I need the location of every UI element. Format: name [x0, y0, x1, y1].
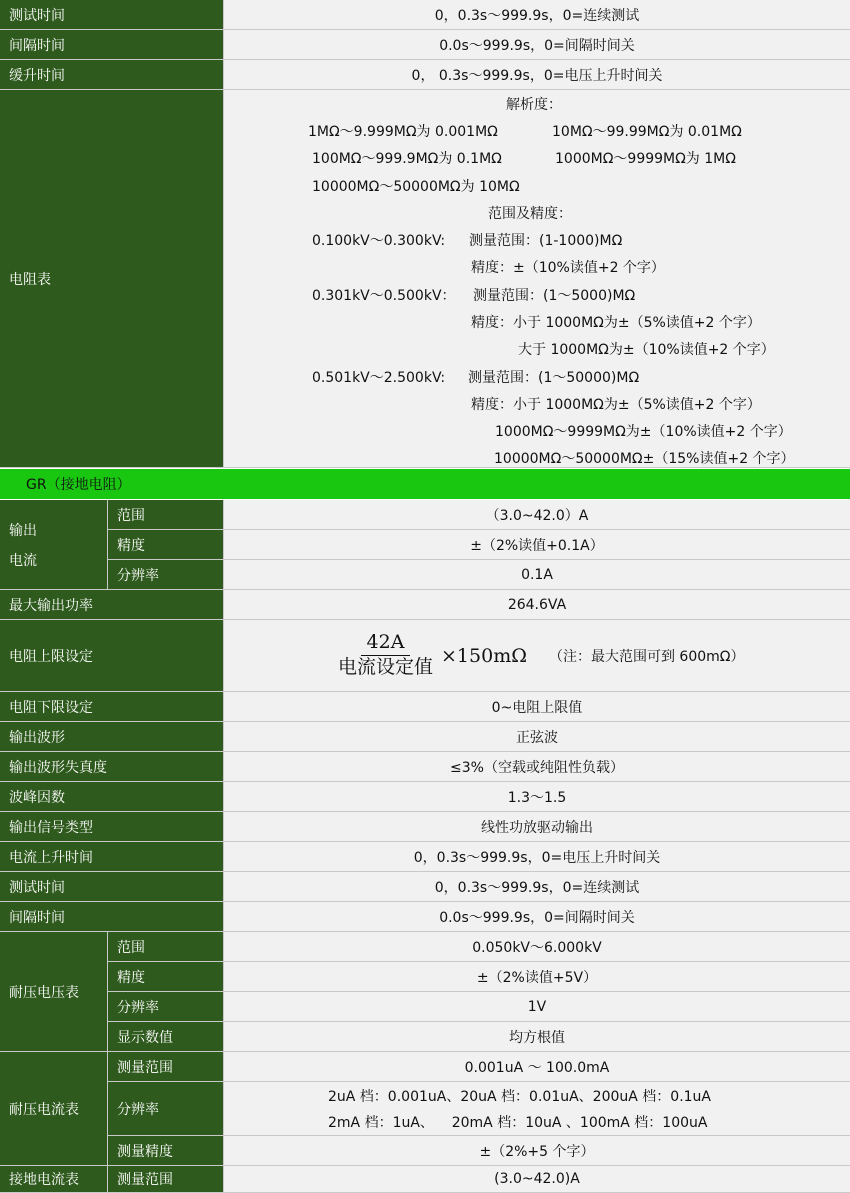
sub-label-measure-range: 测量范围	[108, 1052, 224, 1082]
accuracy-line: 1000MΩ～9999MΩ为±（10%读值+2 个字）	[495, 424, 792, 440]
sub-label-display: 显示数值	[108, 1022, 224, 1052]
row-label-waveform: 输出波形	[0, 722, 224, 752]
accuracy-line: 10000MΩ～50000MΩ±（15%读值+2 个字）	[494, 451, 795, 467]
row-value-max-power: 264.6VA	[224, 590, 850, 620]
output-current-label-line: 电流	[9, 552, 37, 569]
resolution-line: 1000MΩ～9999MΩ为 1MΩ	[555, 151, 736, 167]
row-label-interval-time: 间隔时间	[0, 30, 224, 60]
sub-label-accuracy: 精度	[108, 962, 224, 992]
row-label-lower-limit: 电阻下限设定	[0, 692, 224, 722]
formula-multiplier: ×150mΩ	[441, 644, 527, 667]
row-label-signal-type: 输出信号类型	[0, 812, 224, 842]
resistance-meter-spec	[224, 90, 850, 468]
row-value-current-range: （3.0~42.0）A	[224, 500, 850, 530]
sub-label-range: 范围	[108, 932, 224, 962]
row-value-hv-current-resolution	[224, 1082, 850, 1136]
resolution-line: 10MΩ～99.99MΩ为 0.01MΩ	[552, 124, 742, 140]
row-value-current-accuracy: ±（2%读值+0.1A）	[224, 530, 850, 560]
sub-label-resolution: 分辨率	[108, 560, 224, 590]
row-value-hv-resolution: 1V	[224, 992, 850, 1022]
accuracy-line: 大于 1000MΩ为±（10%读值+2 个字）	[518, 342, 775, 358]
voltage-band: 0.100kV～0.300kV:	[312, 233, 446, 249]
row-label-current-rise: 电流上升时间	[0, 842, 224, 872]
row-value-gr-test-time: 0，0.3s～999.9s，0=连续测试	[224, 872, 850, 902]
row-value-signal-type: 线性功放驱动输出	[224, 812, 850, 842]
row-value-gr-interval-time: 0.0s～999.9s，0=间隔时间关	[224, 902, 850, 932]
row-label-ground-ammeter: 接地电流表	[0, 1166, 108, 1193]
voltage-band: 0.501kV～2.500kV:	[312, 370, 446, 386]
accuracy-line: 精度：±（10%读值+2 个字）	[471, 260, 665, 276]
formula-note: （注：最大范围可到 600mΩ）	[548, 648, 745, 665]
resolution-line: 10000MΩ～50000MΩ为 10MΩ	[312, 179, 520, 195]
row-label-ramp-time: 缓升时间	[0, 60, 224, 90]
row-value-current-rise: 0，0.3s～999.9s，0=电压上升时间关	[224, 842, 850, 872]
voltage-band: 0.301kV～0.500kV：	[312, 288, 456, 304]
resolution-line: 2uA 档：0.001uA、20uA 档：0.01uA、200uA 档：0.1uA	[328, 1088, 712, 1105]
sub-label-measure-range: 测量范围	[108, 1166, 224, 1193]
row-label-hv-voltmeter: 耐压电压表	[0, 932, 108, 1052]
row-label-output-current	[0, 500, 108, 590]
row-value-interval-time: 0.0s～999.9s，0=间隔时间关	[224, 30, 850, 60]
row-value-hv-current-accuracy: ±（2%+5 个字）	[224, 1136, 850, 1166]
row-value-ground-range: (3.0~42.0)A	[224, 1166, 850, 1193]
row-label-max-power: 最大输出功率	[0, 590, 224, 620]
resolution-heading: 解析度：	[506, 97, 562, 113]
measure-range: 测量范围：(1～5000)MΩ	[473, 288, 636, 304]
accuracy-line: 精度：小于 1000MΩ为±（5%读值+2 个字）	[471, 397, 761, 413]
row-value-ramp-time: 0， 0.3s～999.9s，0=电压上升时间关	[224, 60, 850, 90]
sub-label-range: 范围	[108, 500, 224, 530]
measure-range: 测量范围：(1-1000)MΩ	[469, 233, 623, 249]
row-value-waveform: 正弦波	[224, 722, 850, 752]
output-current-label-line: 输出	[9, 522, 37, 539]
row-value-hv-display: 均方根值	[224, 1022, 850, 1052]
formula-numerator: 42A	[361, 633, 411, 656]
sub-label-resolution: 分辨率	[108, 992, 224, 1022]
row-label-gr-test-time: 测试时间	[0, 872, 224, 902]
row-label-upper-limit: 电阻上限设定	[0, 620, 224, 692]
row-label-test-time: 测试时间	[0, 0, 224, 30]
row-label-hv-ammeter: 耐压电流表	[0, 1052, 108, 1166]
accuracy-line: 精度：小于 1000MΩ为±（5%读值+2 个字）	[471, 315, 761, 331]
resolution-line: 1MΩ～9.999MΩ为 0.001MΩ	[308, 124, 498, 140]
row-value-upper-limit	[224, 620, 850, 692]
section-header-gr: GR（接地电阻）	[0, 469, 850, 499]
formula-denominator: 电流设定值	[338, 656, 434, 678]
resolution-line: 2mA 档：1uA、 20mA 档：10uA 、100mA 档：100uA	[328, 1114, 708, 1131]
row-value-distortion: ≤3%（空载或纯阻性负载）	[224, 752, 850, 782]
row-label-resistance-meter: 电阻表	[0, 90, 224, 468]
row-value-crest-factor: 1.3～1.5	[224, 782, 850, 812]
sub-label-measure-accuracy: 测量精度	[108, 1136, 224, 1166]
row-value-current-resolution: 0.1A	[224, 560, 850, 590]
row-value-hv-range: 0.050kV～6.000kV	[224, 932, 850, 962]
resolution-line: 100MΩ～999.9MΩ为 0.1MΩ	[312, 151, 502, 167]
row-value-test-time: 0，0.3s～999.9s，0=连续测试	[224, 0, 850, 30]
row-value-hv-accuracy: ±（2%读值+5V）	[224, 962, 850, 992]
sub-label-accuracy: 精度	[108, 530, 224, 560]
row-label-gr-interval-time: 间隔时间	[0, 902, 224, 932]
row-value-lower-limit: 0~电阻上限值	[224, 692, 850, 722]
range-accuracy-heading: 范围及精度：	[488, 206, 572, 222]
sub-label-resolution: 分辨率	[108, 1082, 224, 1136]
row-value-hv-current-range: 0.001uA ～ 100.0mA	[224, 1052, 850, 1082]
limit-formula	[332, 633, 439, 678]
measure-range: 测量范围：(1～50000)MΩ	[468, 370, 640, 386]
row-label-distortion: 输出波形失真度	[0, 752, 224, 782]
row-label-crest-factor: 波峰因数	[0, 782, 224, 812]
